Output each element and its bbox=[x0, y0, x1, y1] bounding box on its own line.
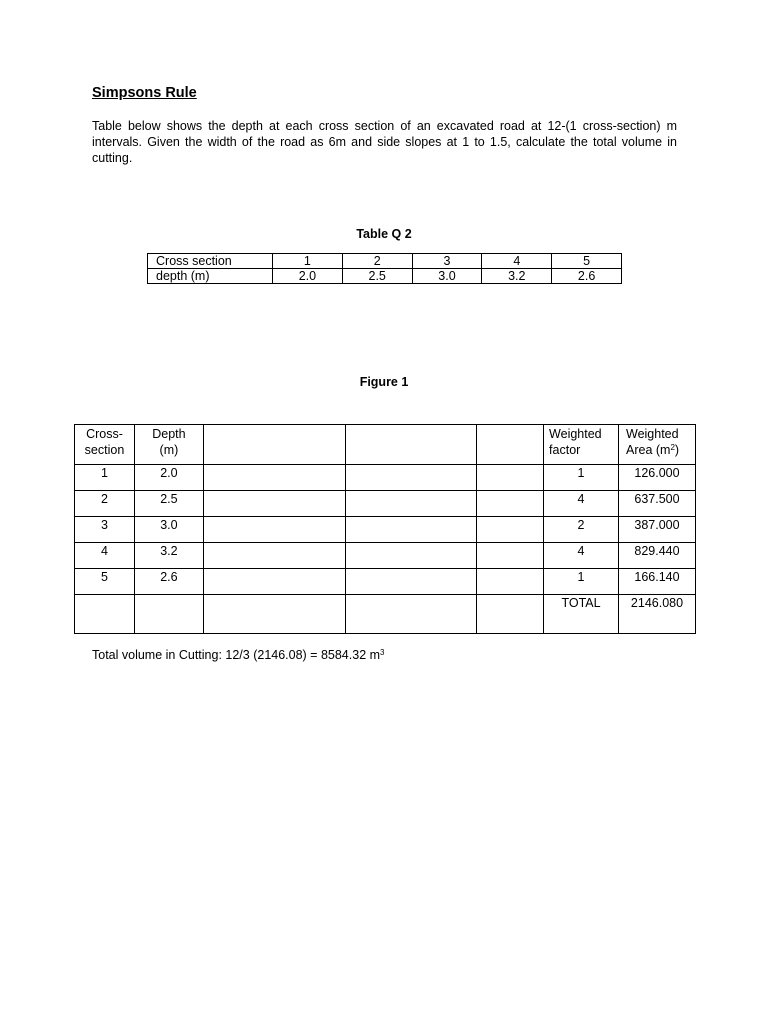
table-q2-section-cell: 2 bbox=[342, 254, 412, 269]
figure-1-header-row bbox=[75, 425, 696, 465]
depth-cell: 2.0 bbox=[134, 465, 203, 491]
factor-cell: 2 bbox=[544, 517, 619, 543]
section-cell: 1 bbox=[75, 465, 135, 491]
section-cell: 3 bbox=[75, 517, 135, 543]
factor-cell: 1 bbox=[544, 569, 619, 595]
table-row bbox=[75, 543, 696, 569]
empty-cell bbox=[203, 595, 345, 634]
empty-cell bbox=[345, 595, 477, 634]
total-row bbox=[75, 595, 696, 634]
table-q2-depth-row bbox=[148, 269, 622, 284]
table-q2-row-label: Cross section bbox=[148, 254, 273, 269]
empty-cell bbox=[203, 465, 345, 491]
empty-cell bbox=[477, 491, 544, 517]
empty-cell bbox=[75, 595, 135, 634]
header-cross-section: Cross- section bbox=[75, 425, 135, 465]
header-weighted-factor: Weighted factor bbox=[544, 425, 619, 465]
empty-cell bbox=[203, 517, 345, 543]
empty-cell bbox=[345, 569, 477, 595]
empty-cell bbox=[477, 543, 544, 569]
header-empty bbox=[477, 425, 544, 465]
empty-cell bbox=[134, 595, 203, 634]
factor-cell: 1 bbox=[544, 465, 619, 491]
table-q2-section-cell: 5 bbox=[552, 254, 622, 269]
factor-cell: 4 bbox=[544, 543, 619, 569]
empty-cell bbox=[345, 491, 477, 517]
header-empty bbox=[345, 425, 477, 465]
problem-paragraph: Table below shows the depth at each cross section of an excavated road at 12-(1 cross-section) m intervals. Given the width of the road as 6m and side slopes at 1 to 1.5, calculate the total volume in cutting. bbox=[92, 119, 677, 165]
table-q2-depth-cell: 2.0 bbox=[273, 269, 343, 284]
total-value: 2146.080 bbox=[619, 595, 696, 634]
table-q2-section-cell: 4 bbox=[482, 254, 552, 269]
document-heading: Simpsons Rule bbox=[92, 85, 197, 101]
empty-cell bbox=[203, 569, 345, 595]
empty-cell bbox=[345, 517, 477, 543]
header-weighted-area: Weighted Area $(m^2)$ bbox=[619, 425, 696, 465]
table-q2-depth-cell: 2.5 bbox=[342, 269, 412, 284]
total-volume-result: Total volume in Cutting: 12/3 (2146.08) = 8584.32 $m^3$ bbox=[92, 648, 385, 662]
section-cell: 4 bbox=[75, 543, 135, 569]
section-cell: 5 bbox=[75, 569, 135, 595]
empty-cell bbox=[345, 465, 477, 491]
empty-cell bbox=[345, 543, 477, 569]
area-cell: 387.000 bbox=[619, 517, 696, 543]
empty-cell bbox=[203, 543, 345, 569]
table-q2-section-row bbox=[148, 254, 622, 269]
factor-cell: 4 bbox=[544, 491, 619, 517]
table-row bbox=[75, 569, 696, 595]
table-row bbox=[75, 465, 696, 491]
table-q2-section-cell: 1 bbox=[273, 254, 343, 269]
table-row bbox=[75, 491, 696, 517]
total-label: TOTAL bbox=[544, 595, 619, 634]
table-q2-section-cell: 3 bbox=[412, 254, 482, 269]
figure-1-caption: Figure 1 bbox=[359, 375, 409, 389]
area-cell: 126.000 bbox=[619, 465, 696, 491]
table-row bbox=[75, 517, 696, 543]
figure-1-table bbox=[74, 424, 696, 634]
header-empty bbox=[203, 425, 345, 465]
depth-cell: 2.6 bbox=[134, 569, 203, 595]
table-q2-depth-cell: 3.0 bbox=[412, 269, 482, 284]
table-q2-row-label: depth (m) bbox=[148, 269, 273, 284]
table-q2-depth-cell: 3.2 bbox=[482, 269, 552, 284]
depth-cell: 2.5 bbox=[134, 491, 203, 517]
depth-cell: 3.2 bbox=[134, 543, 203, 569]
area-cell: 166.140 bbox=[619, 569, 696, 595]
empty-cell bbox=[203, 491, 345, 517]
empty-cell bbox=[477, 569, 544, 595]
table-q2 bbox=[147, 253, 622, 284]
header-depth: Depth (m) bbox=[134, 425, 203, 465]
section-cell: 2 bbox=[75, 491, 135, 517]
area-cell: 637.500 bbox=[619, 491, 696, 517]
empty-cell bbox=[477, 465, 544, 491]
table-q2-caption: Table Q 2 bbox=[356, 227, 412, 241]
area-cell: 829.440 bbox=[619, 543, 696, 569]
empty-cell bbox=[477, 595, 544, 634]
empty-cell bbox=[477, 517, 544, 543]
table-q2-depth-cell: 2.6 bbox=[552, 269, 622, 284]
depth-cell: 3.0 bbox=[134, 517, 203, 543]
